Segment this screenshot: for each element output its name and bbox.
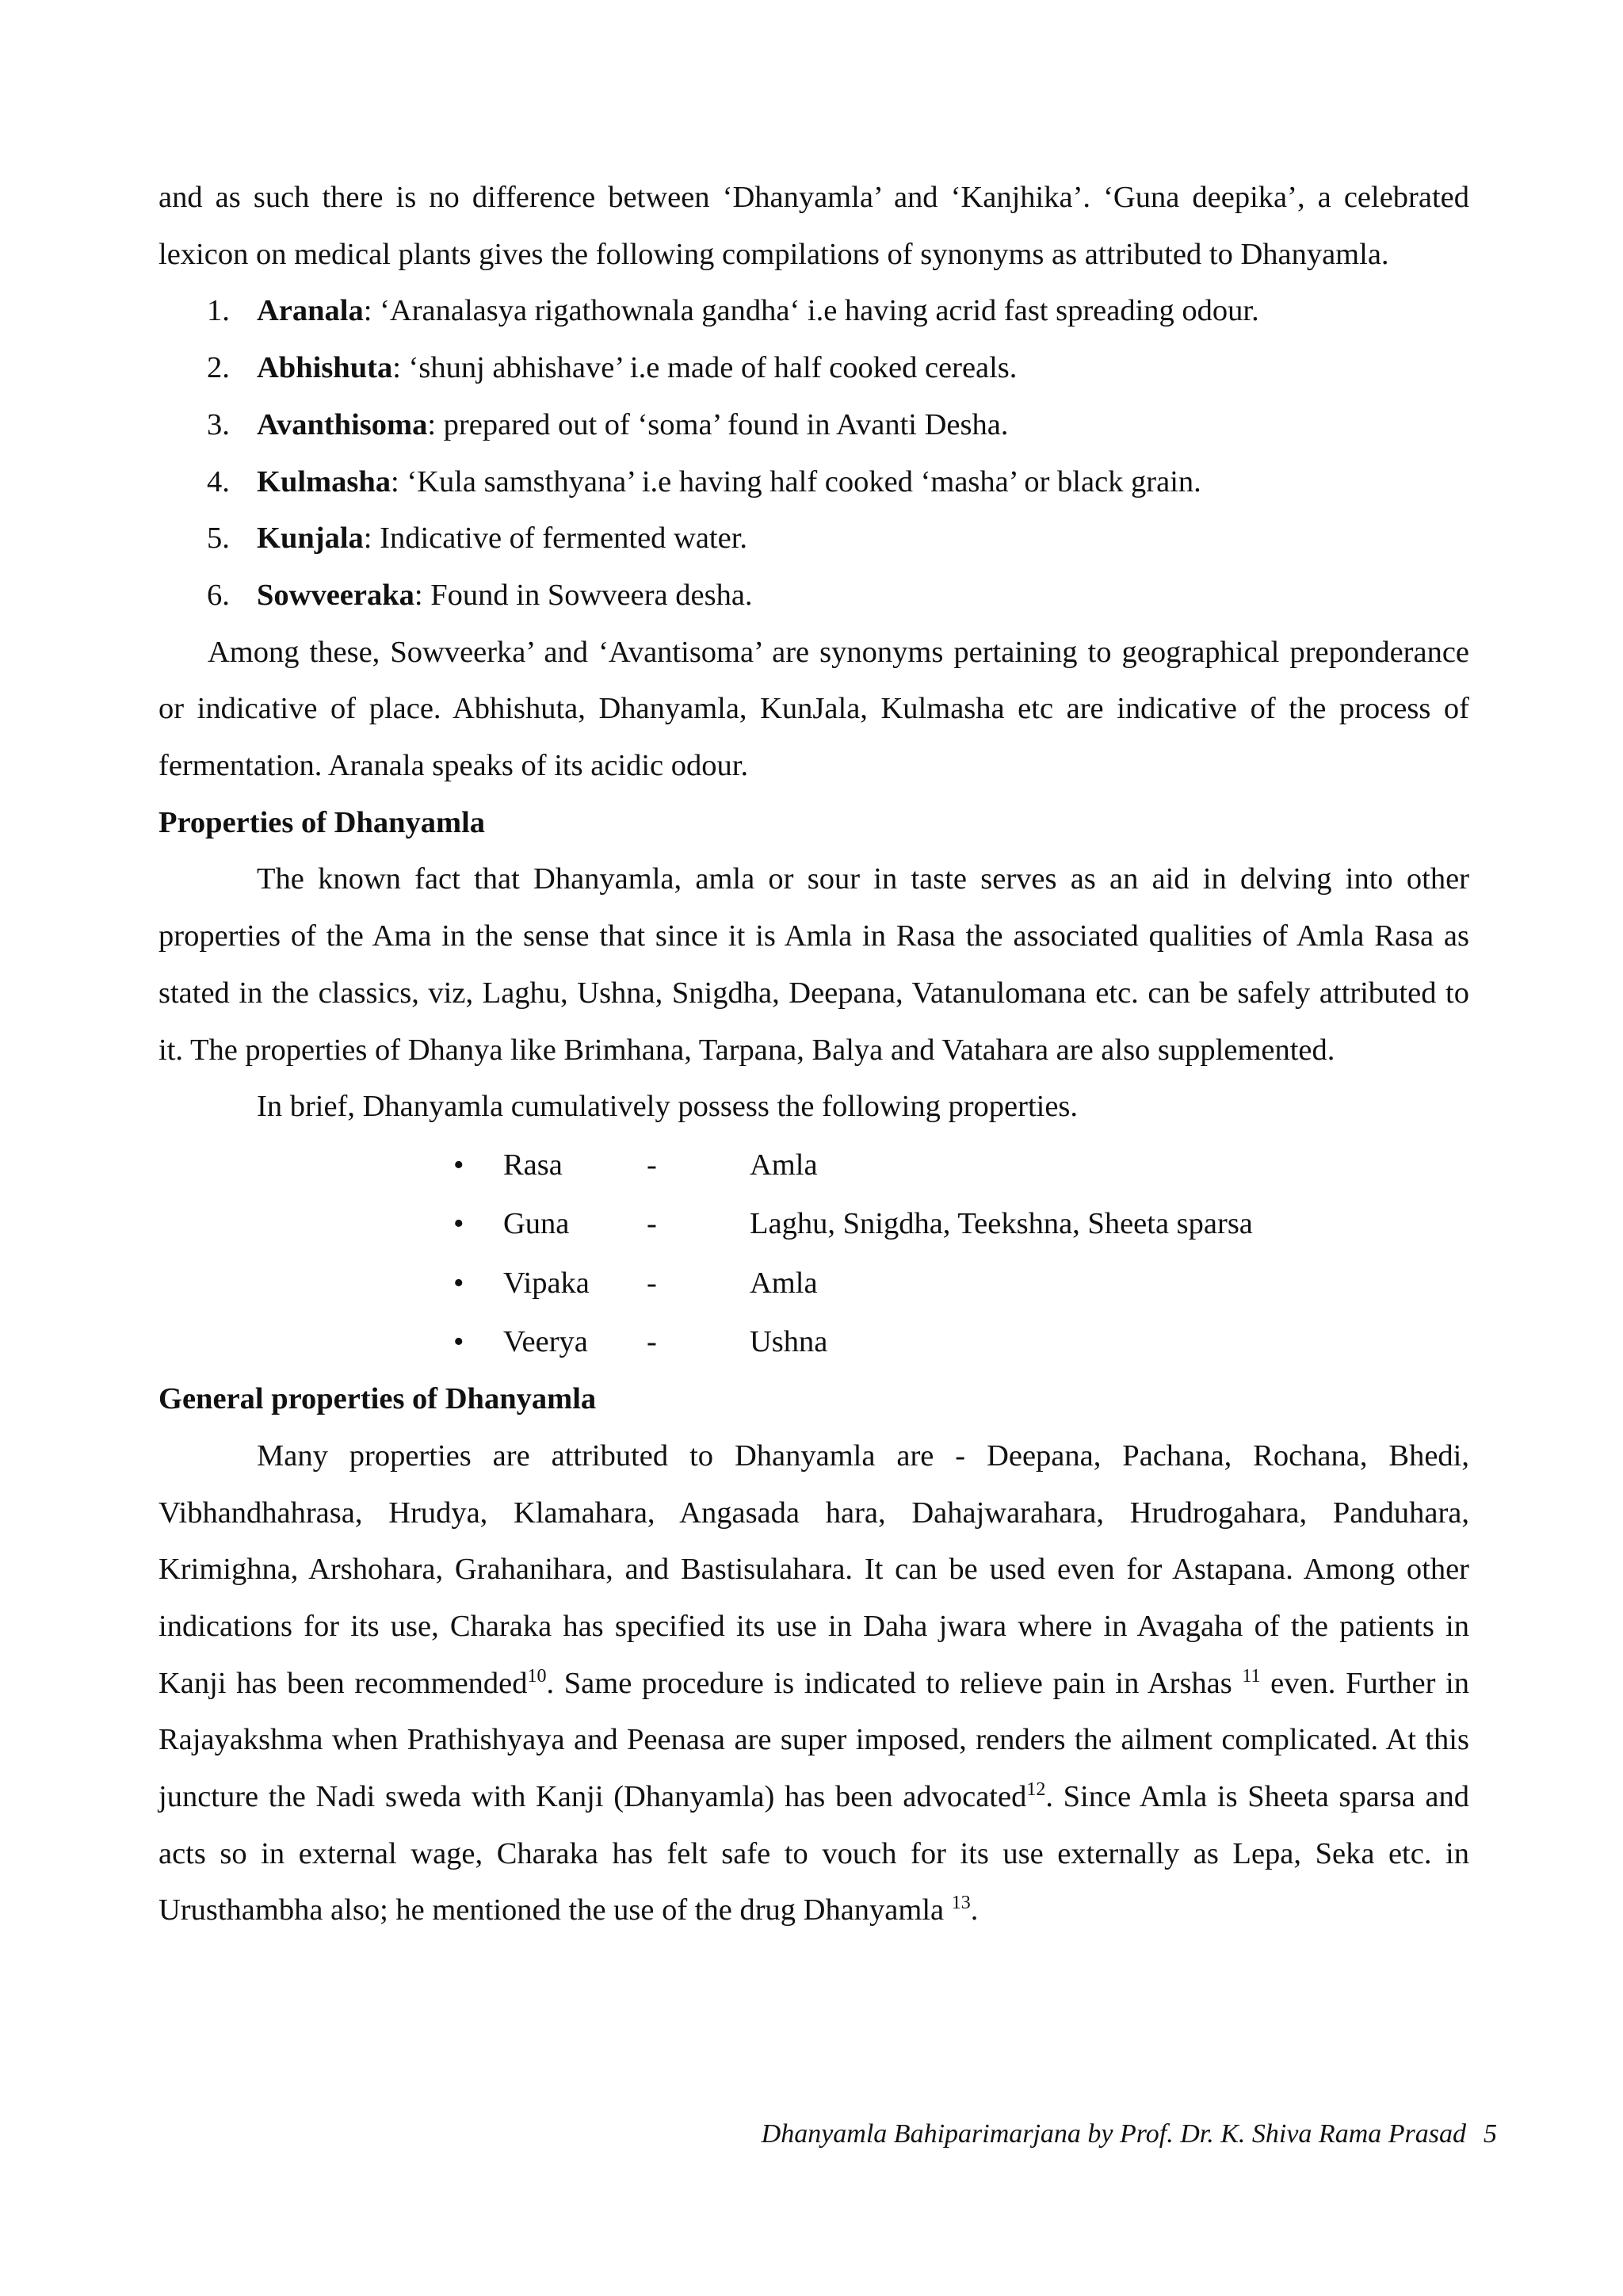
item-number: 5. <box>207 521 230 556</box>
synonym-desc: : ‘Aranalasya rigathownala gandha‘ i.e having acrid fast spreading odour. <box>363 294 1259 328</box>
intro-paragraph: and as such there is no difference between ‘Dhanyamla’ and ‘Kanjhika’. ‘Guna deepika’, a celebrated lexicon on medical plants gives the following compilations of synonyms as attributed to Dhanyamla. <box>158 181 1469 271</box>
bullet-icon: • <box>453 1266 464 1300</box>
property-value: Amla <box>750 1148 818 1182</box>
bullet-icon: • <box>453 1324 464 1358</box>
text-run: . Since Amla is Sheeta sparsa and acts so in external wage, Charaka has felt safe to vouch for its use externally as Lepa, Seka etc. in Urusthambha also; he mentioned the use of the drug Dhanyamla <box>158 1780 1469 1927</box>
synonym-desc: : Found in Sowveera desha. <box>414 578 753 612</box>
page-body <box>158 170 1469 1939</box>
property-value: Ushna <box>750 1324 828 1358</box>
general-properties-paragraph <box>158 1428 1469 1939</box>
synonym-desc: : ‘Kula samsthyana’ i.e having half cooked ‘masha’ or black grain. <box>391 464 1201 499</box>
synonym-term: Avanthisoma <box>257 407 428 441</box>
running-footer: Dhanyamla Bahiparimarjana by Prof. Dr. K. Shiva Rama Prasad <box>761 2119 1466 2149</box>
property-dash: - <box>647 1148 657 1182</box>
property-list <box>158 1136 1469 1371</box>
synonym-desc: : prepared out of ‘soma’ found in Avanti Desha. <box>427 407 1009 441</box>
text-run: Many properties are attributed to Dhanyamla are - Deepana, Pachana, Rochana, Bhedi, Vibhandhahrasa, Hrudya, Klamahara, Angasada hara, Dahajwarahara, Hrudrogahara, Panduhara, Krimighna, Arshohara, Grahanihara, and Bastisulahara. It can be used even for Astapana. Among other indications for its use, Charaka has specified its use in Daha jwara where in Avagaha of the patients in Kanji has been recommended <box>158 1438 1469 1700</box>
property-item <box>158 1254 1469 1312</box>
property-dash: - <box>647 1266 657 1300</box>
synonym-term: Sowveeraka <box>257 578 414 612</box>
synonym-term: Kunjala <box>257 521 364 556</box>
item-number: 1. <box>207 294 230 328</box>
item-number: 2. <box>207 351 230 385</box>
item-number: 4. <box>207 464 230 499</box>
synonym-term: Abhishuta <box>257 351 393 385</box>
synonym-term: Aranala <box>257 294 364 328</box>
property-item <box>158 1136 1469 1194</box>
list-item <box>158 510 1469 567</box>
bullet-icon: • <box>453 1207 464 1241</box>
synonym-desc: : ‘shunj abhishave’ i.e made of half cooked cereals. <box>392 351 1018 385</box>
synonym-list <box>158 283 1469 624</box>
item-number: 3. <box>207 407 230 441</box>
list-item <box>158 397 1469 454</box>
properties-paragraph: The known fact that Dhanyamla, amla or sour in taste serves as an aid in delving into other properties of the Ama in the sense that since it is Amla in Rasa the associated qualities of Amla Rasa as stated in the classics, viz, Laghu, Ushna, Snigdha, Deepana, Vatanulomana etc. can be safely attributed to it. The properties of Dhanya like Brimhana, Tarpana, Balya and Vatahara are also supplemented. <box>158 862 1469 1067</box>
synonym-desc: : Indicative of fermented water. <box>363 521 748 556</box>
property-value: Amla <box>750 1266 818 1300</box>
property-term: Veerya <box>503 1324 588 1358</box>
brief-paragraph: In brief, Dhanyamla cumulatively possess the following properties. <box>257 1090 1079 1124</box>
property-dash: - <box>647 1207 657 1241</box>
reference-marker: 13 <box>951 1893 971 1914</box>
reference-marker: 12 <box>1026 1779 1046 1801</box>
item-number: 6. <box>207 578 230 612</box>
reference-marker: 10 <box>527 1665 547 1687</box>
list-item <box>158 340 1469 397</box>
page-number: 5 <box>1484 2119 1497 2149</box>
property-term: Guna <box>503 1207 570 1241</box>
property-term: Rasa <box>503 1148 563 1182</box>
section-heading-general: General properties of Dhanyamla <box>158 1382 597 1416</box>
property-value: Laghu, Snigdha, Teekshna, Sheeta sparsa <box>750 1207 1253 1241</box>
property-dash: - <box>647 1324 657 1358</box>
text-run: . Same procedure is indicated to relieve pain in Arshas <box>546 1666 1243 1700</box>
reference-marker: 11 <box>1242 1665 1261 1687</box>
property-item <box>158 1194 1469 1253</box>
bullet-icon: • <box>453 1148 464 1182</box>
list-item <box>158 567 1469 625</box>
synonym-analysis-paragraph: Among these, Sowveerka’ and ‘Avantisoma’ are synonyms pertaining to geographical preponderance or indicative of place. Abhishuta, Dhanyamla, KunJala, Kulmasha etc are indicative of the process of fermentation. Aranala speaks of its acidic odour. <box>158 635 1469 783</box>
section-heading-properties: Properties of Dhanyamla <box>158 805 486 839</box>
text-run: even. Further in Rajayakshma when Prathishyaya and Peenasa are super imposed, renders the ailment complicated. At this juncture the Nadi sweda with Kanji (Dhanyamla) has been advocated <box>158 1666 1469 1814</box>
list-item <box>158 283 1469 340</box>
property-term: Vipaka <box>503 1266 590 1300</box>
synonym-term: Kulmasha <box>257 464 391 499</box>
text-run: . <box>970 1893 979 1927</box>
property-item <box>158 1312 1469 1371</box>
list-item <box>158 454 1469 511</box>
